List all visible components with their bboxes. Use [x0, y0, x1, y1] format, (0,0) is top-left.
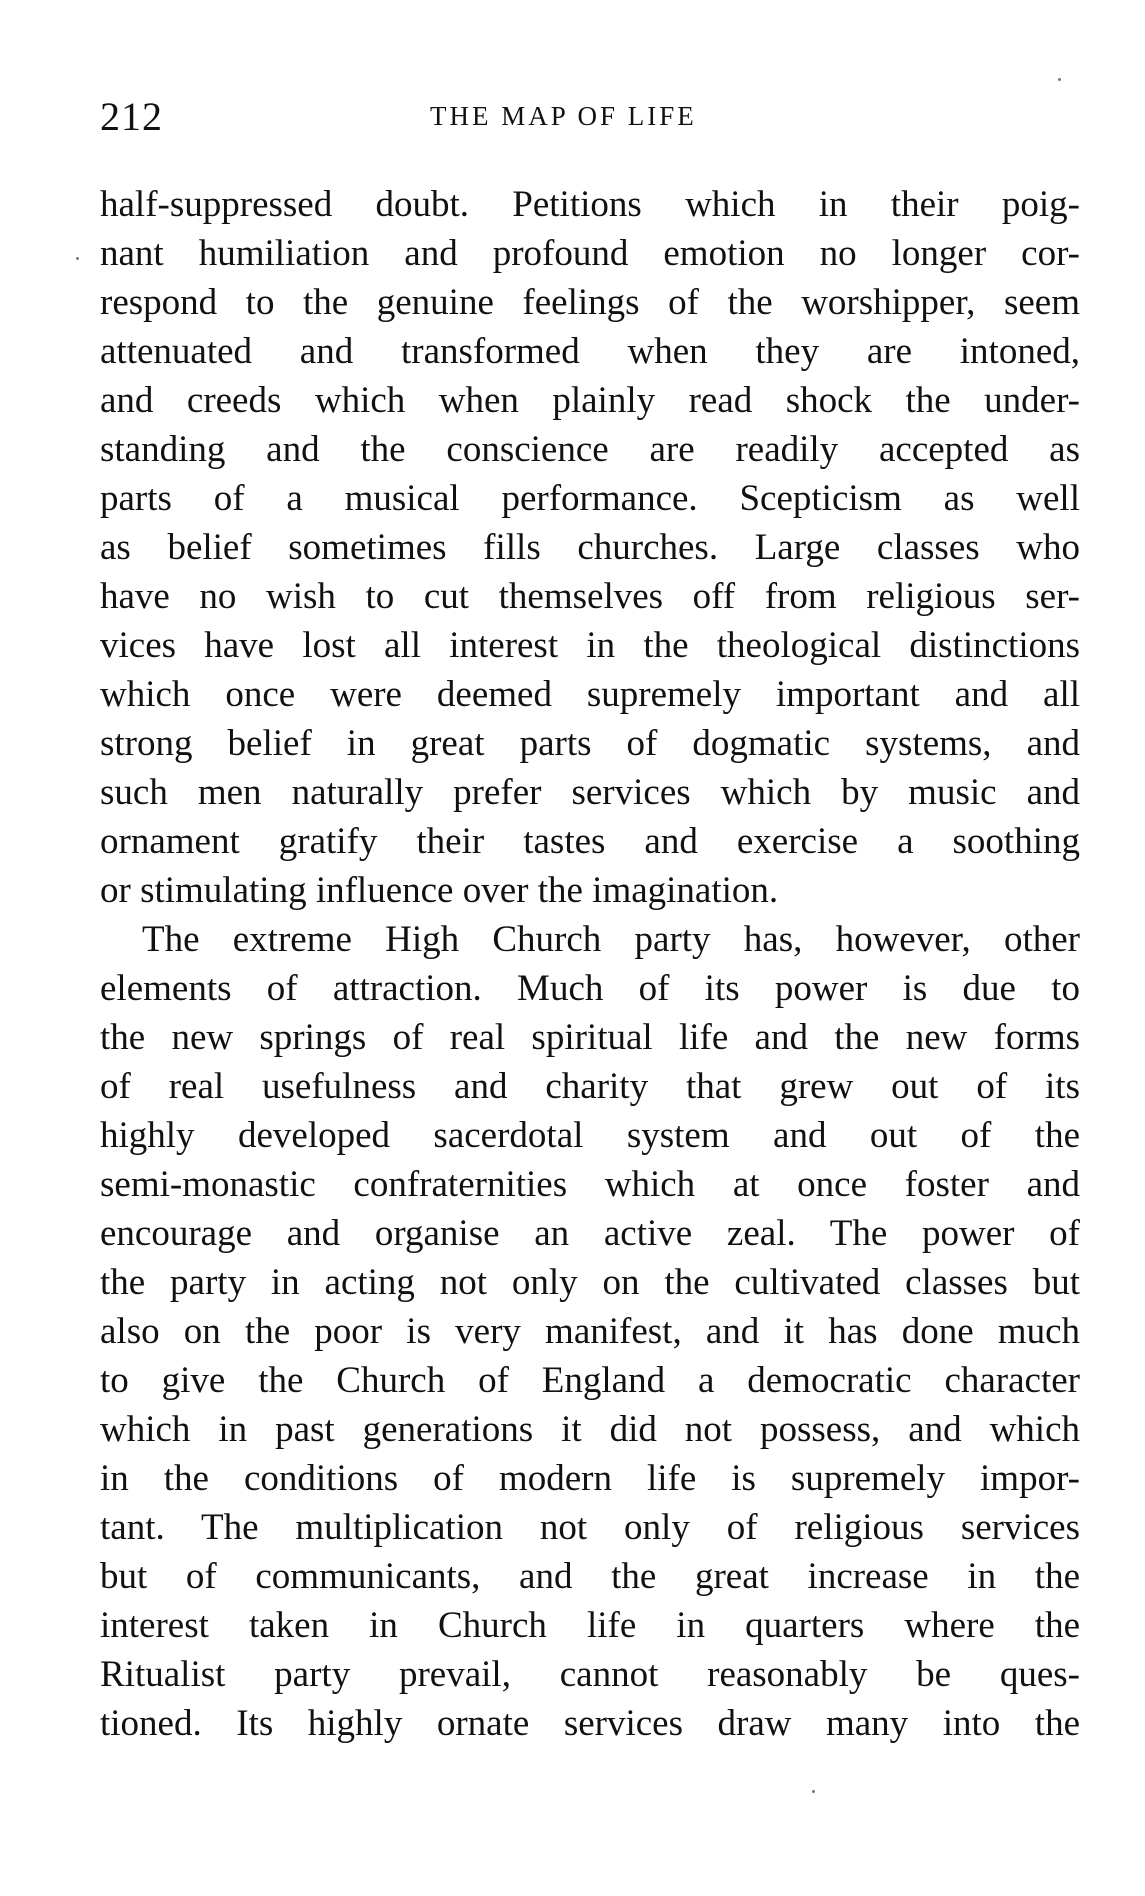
text-line: tant. The multiplication not only of religious services — [100, 1507, 1080, 1548]
text-line: interest taken in Church life in quarters where the — [100, 1605, 1080, 1646]
text-line: nant humiliation and profound emotion no longer cor- — [100, 233, 1080, 274]
text-line: which once were deemed supremely important and all — [100, 674, 1080, 715]
body-text — [100, 180, 1080, 1748]
text-line: and creeds which when plainly read shock the under- — [100, 380, 1080, 421]
text-line: parts of a musical performance. Scepticism as well — [100, 478, 1080, 519]
text-line: as belief sometimes fills churches. Large classes who — [100, 527, 1080, 568]
text-line: vices have lost all interest in the theological distinctions — [100, 625, 1080, 666]
paper-speck — [812, 1790, 815, 1793]
text-line: Ritualist party prevail, cannot reasonably be ques- — [100, 1654, 1080, 1695]
text-line: half-suppressed doubt. Petitions which in their poig- — [100, 184, 1080, 225]
text-line: in the conditions of modern life is supremely impor- — [100, 1458, 1080, 1499]
text-line: have no wish to cut themselves off from religious ser- — [100, 576, 1080, 617]
text-line: which in past generations it did not possess, and which — [100, 1409, 1080, 1450]
paper-speck — [1058, 78, 1061, 81]
text-line: the new springs of real spiritual life and the new forms — [100, 1017, 1080, 1058]
text-line: standing and the conscience are readily accepted as — [100, 429, 1080, 470]
running-head — [100, 92, 1080, 142]
text-line: The extreme High Church party has, however, other — [142, 919, 1080, 960]
text-line: the party in acting not only on the cultivated classes but — [100, 1262, 1080, 1303]
text-line: tioned. Its highly ornate services draw many into the — [100, 1703, 1080, 1744]
text-line: respond to the genuine feelings of the worshipper, seem — [100, 282, 1080, 323]
text-line: to give the Church of England a democratic character — [100, 1360, 1080, 1401]
page-number: 212 — [100, 94, 163, 139]
text-line: such men naturally prefer services which by music and — [100, 772, 1080, 813]
text-line: elements of attraction. Much of its power is due to — [100, 968, 1080, 1009]
paragraph-1 — [100, 180, 1080, 915]
text-line: of real usefulness and charity that grew out of its — [100, 1066, 1080, 1107]
text-line: semi-monastic confraternities which at once foster and — [100, 1164, 1080, 1205]
text-line: ornament gratify their tastes and exercise a soothing — [100, 821, 1080, 862]
text-line: highly developed sacerdotal system and out of the — [100, 1115, 1080, 1156]
paragraph-2 — [100, 915, 1080, 1748]
text-line: or stimulating influence over the imagination. — [100, 870, 779, 911]
running-title: THE MAP OF LIFE — [430, 101, 697, 131]
text-line: but of communicants, and the great increase in the — [100, 1556, 1080, 1597]
text-line: attenuated and transformed when they are intoned, — [100, 331, 1080, 372]
paper-speck — [76, 257, 79, 260]
text-line: also on the poor is very manifest, and it has done much — [100, 1311, 1080, 1352]
text-line: strong belief in great parts of dogmatic systems, and — [100, 723, 1080, 764]
text-line: encourage and organise an active zeal. The power of — [100, 1213, 1080, 1254]
